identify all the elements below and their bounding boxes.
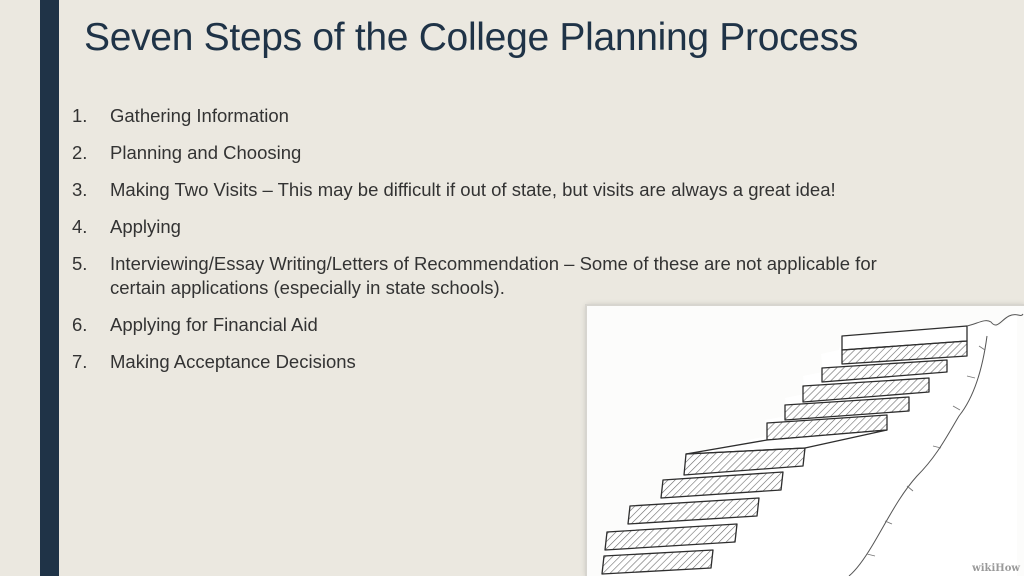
step-number: 1. (72, 105, 88, 126)
step-number: 2. (72, 142, 88, 163)
step-text: Gathering Information (110, 105, 289, 126)
list-item (72, 252, 932, 300)
list-item (72, 178, 932, 202)
step-text: Applying (110, 216, 181, 237)
stairs-illustration (587, 306, 1024, 576)
step-number: 7. (72, 351, 88, 372)
accent-side-bar (40, 0, 59, 576)
step-number: 3. (72, 179, 88, 200)
list-item (72, 141, 932, 165)
step-text: Applying for Financial Aid (110, 314, 318, 335)
list-item (72, 215, 932, 239)
step-text: Planning and Choosing (110, 142, 302, 163)
step-text: Making Two Visits – This may be difficult if out of state, but visits are always a great idea! (110, 179, 836, 200)
step-number: 4. (72, 216, 88, 237)
step-text: Interviewing/Essay Writing/Letters of Recommendation – Some of these are not applicable for certain applications (especially in state schools). (110, 253, 877, 298)
stairs-drawing (587, 306, 1024, 576)
slide-title: Seven Steps of the College Planning Process (84, 16, 859, 59)
step-text: Making Acceptance Decisions (110, 351, 356, 372)
list-item (72, 104, 932, 128)
step-number: 5. (72, 253, 88, 274)
watermark-text: wikiHow (972, 563, 1020, 574)
step-number: 6. (72, 314, 88, 335)
